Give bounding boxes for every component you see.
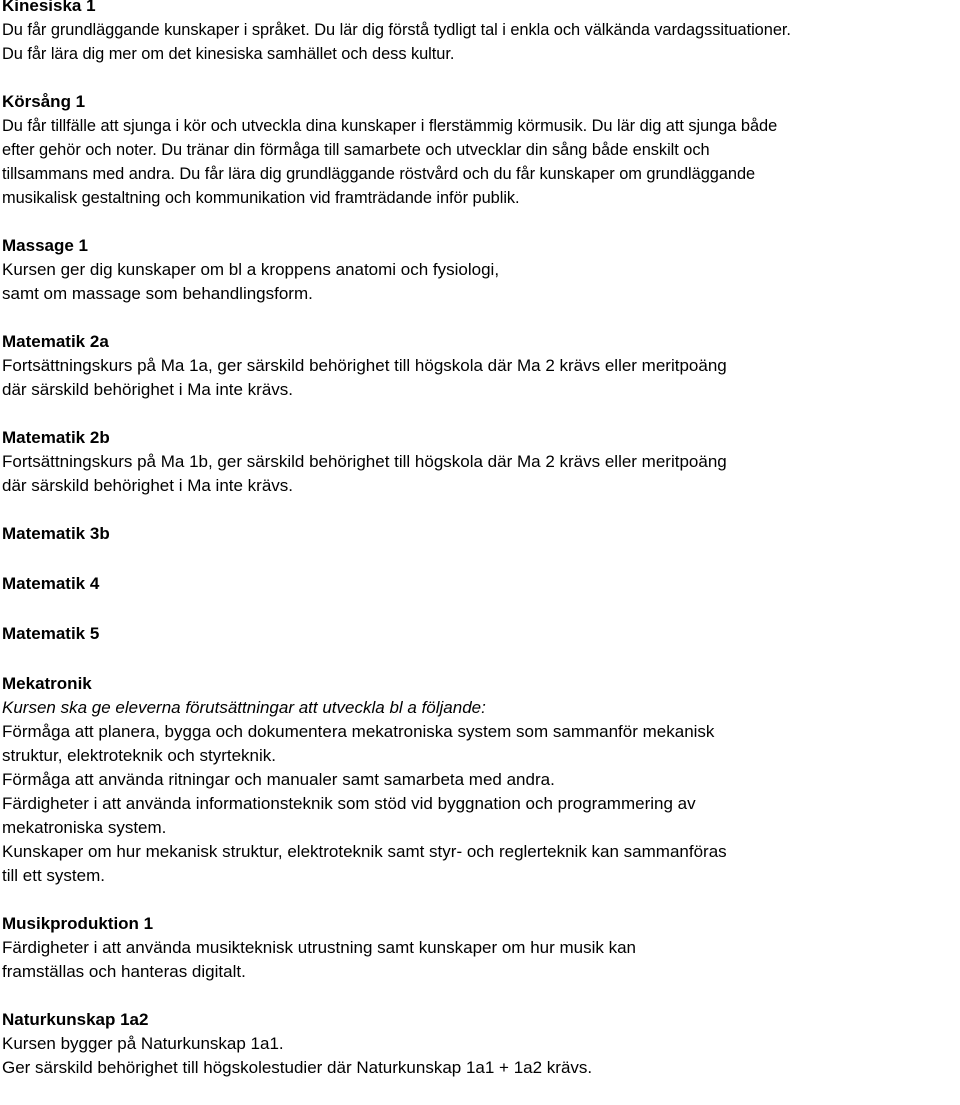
course-title: Körsång 1 (2, 92, 86, 111)
course-description-line: mekatroniska system. (2, 818, 167, 837)
course-description-line: Kunskaper om hur mekanisk struktur, elektroteknik samt styr- och reglerteknik kan sammanföras (2, 842, 727, 861)
spacer (2, 402, 958, 426)
spacer (2, 984, 958, 1008)
course-matematik-3b (2, 522, 958, 546)
course-matematik-4 (2, 572, 958, 596)
spacer (2, 210, 958, 234)
course-naturkunskap-1a2 (2, 1008, 958, 1080)
course-mekatronik (2, 672, 958, 888)
course-kinesiska-1 (2, 0, 958, 66)
course-description-line: där särskild behörighet i Ma inte krävs. (2, 476, 294, 495)
spacer (2, 66, 958, 90)
course-matematik-2a (2, 330, 958, 402)
course-title: Matematik 4 (2, 574, 100, 593)
course-title: Matematik 5 (2, 624, 100, 643)
course-title: Kinesiska 1 (2, 0, 96, 15)
spacer (2, 888, 958, 912)
spacer (2, 596, 958, 622)
course-description-line: Du får lära dig mer om det kinesiska samhället och dess kultur. (2, 45, 455, 63)
course-description-line: Förmåga att använda ritningar och manualer samt samarbeta med andra. (2, 770, 555, 789)
course-musikproduktion-1 (2, 912, 958, 984)
course-massage-1 (2, 234, 958, 306)
course-intro-line: Kursen ska ge eleverna förutsättningar att utveckla bl a följande: (2, 698, 486, 717)
course-description-line: Fortsättningskurs på Ma 1a, ger särskild behörighet till högskola där Ma 2 krävs eller meritpoäng (2, 356, 727, 375)
course-description-line: Kursen bygger på Naturkunskap 1a1. (2, 1034, 284, 1053)
course-description-line: där särskild behörighet i Ma inte krävs. (2, 380, 294, 399)
course-title: Massage 1 (2, 236, 88, 255)
course-matematik-5 (2, 622, 958, 646)
spacer (2, 306, 958, 330)
course-description-line: Du får tillfälle att sjunga i kör och utveckla dina kunskaper i flerstämmig körmusik. Du lär dig att sjunga både (2, 117, 778, 135)
course-description-line: Förmåga att planera, bygga och dokumentera mekatroniska system som sammanför mekanisk (2, 722, 715, 741)
course-description-line: Fortsättningskurs på Ma 1b, ger särskild behörighet till högskola där Ma 2 krävs eller meritpoäng (2, 452, 727, 471)
course-title: Matematik 2b (2, 428, 110, 447)
course-matematik-2b (2, 426, 958, 498)
course-description-line: Färdigheter i att använda musikteknisk utrustning samt kunskaper om hur musik kan (2, 938, 637, 957)
spacer (2, 546, 958, 572)
course-description-line: Kursen ger dig kunskaper om bl a kroppens anatomi och fysiologi, (2, 260, 500, 279)
course-description-line: tillsammans med andra. Du får lära dig grundläggande röstvård och du får kunskaper om grundläggande (2, 165, 756, 183)
course-korsang-1 (2, 90, 958, 210)
course-title: Naturkunskap 1a2 (2, 1010, 149, 1029)
course-title: Musikproduktion 1 (2, 914, 154, 933)
course-description-line: Ger särskild behörighet till högskolestudier där Naturkunskap 1a1 + 1a2 krävs. (2, 1058, 593, 1077)
course-description-line: Färdigheter i att använda informationsteknik som stöd vid byggnation och programmering av (2, 794, 696, 813)
course-description-line: struktur, elektroteknik och styrteknik. (2, 746, 276, 765)
spacer (2, 498, 958, 522)
course-title: Matematik 2a (2, 332, 109, 351)
course-title: Matematik 3b (2, 524, 110, 543)
course-description-line: efter gehör och noter. Du tränar din förmåga till samarbete och utvecklar din sång både enskilt och (2, 141, 710, 159)
course-list (2, 0, 958, 1080)
course-description-line: framställas och hanteras digitalt. (2, 962, 246, 981)
spacer (2, 646, 958, 672)
course-description-line: Du får grundläggande kunskaper i språket. Du lär dig förstå tydligt tal i enkla och välkända vardagssituationer. (2, 21, 791, 39)
course-description-line: till ett system. (2, 866, 105, 885)
course-description-line: samt om massage som behandlingsform. (2, 284, 313, 303)
course-title: Mekatronik (2, 674, 92, 693)
course-description-line: musikalisk gestaltning och kommunikation vid framträdande inför publik. (2, 189, 520, 207)
